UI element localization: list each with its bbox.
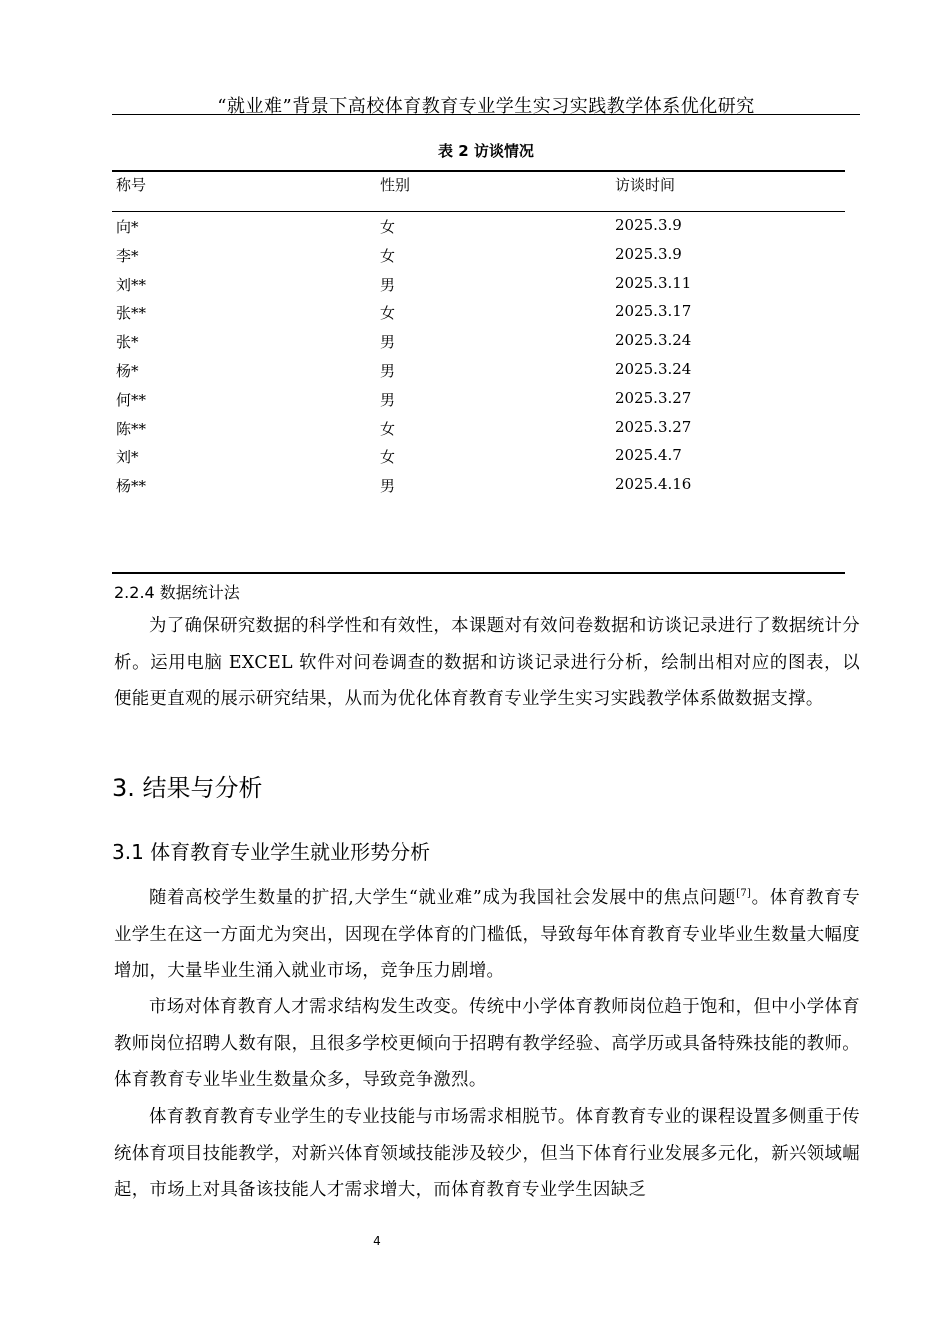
- cell-gender: 女: [380, 419, 396, 438]
- cell-gender: 男: [380, 390, 396, 409]
- running-header: “就业难”背景下高校体育教育专业学生实习实践教学体系优化研究: [217, 96, 755, 117]
- citation-marker: [7]: [736, 888, 752, 900]
- paragraph-data-statistics: 为了确保研究数据的科学性和有效性，本课题对有效问卷数据和访谈记录进行了数据统计分析。运用电脑 EXCEL 软件对问卷调查的数据和访谈记录进行分析，绘制出相对应的图表，以便能更直观的展示研究结果，从而为优化体育教育专业学生实习实践教学体系做数据支撑。: [114, 616, 860, 709]
- cell-gender: 男: [380, 362, 396, 380]
- cell-gender: 女: [380, 218, 396, 236]
- table-bottom-rule: [112, 572, 845, 574]
- paragraph-text: 。体育教育专业学生在这一方面尤为突出，因现在学体育的门槛低，导致每年体育教育专业毕业生数量大幅度增加，大量毕业生涌入就业市场，竞争压力剧增。: [114, 888, 860, 981]
- cell-date: 2025.3.24: [615, 331, 692, 350]
- cell-date: 2025.3.11: [615, 273, 692, 292]
- page-number: 4: [373, 1234, 381, 1248]
- cell-date: 2025.3.17: [615, 302, 692, 321]
- cell-name: 杨*: [116, 362, 139, 380]
- cell-date: 2025.3.9: [615, 244, 682, 263]
- cell-gender: 男: [380, 477, 396, 496]
- cell-name: 张*: [116, 333, 139, 352]
- cell-date: 2025.4.7: [615, 446, 682, 465]
- cell-name: 刘**: [116, 275, 147, 294]
- section-heading-2-2-4: 2.2.4 数据统计法: [114, 583, 240, 602]
- table-header-rule: [112, 211, 845, 212]
- cell-name: 陈**: [116, 419, 147, 438]
- cell-date: 2025.3.24: [615, 360, 692, 378]
- cell-date: 2025.3.27: [615, 417, 692, 436]
- chapter-heading-3: 3. 结果与分析: [112, 774, 263, 802]
- cell-name: 李*: [116, 246, 139, 265]
- cell-gender: 女: [380, 246, 396, 265]
- column-header-gender: 性别: [380, 176, 411, 194]
- paragraph-employment-1: [114, 880, 860, 990]
- cell-date: 2025.3.9: [615, 216, 682, 234]
- cell-name: 张**: [116, 304, 147, 323]
- column-header-name: 称号: [116, 176, 147, 194]
- cell-gender: 女: [380, 304, 396, 323]
- paragraph-text: 随着高校学生数量的扩招,大学生“就业难”成为我国社会发展中的焦点问题: [149, 888, 737, 908]
- cell-date: 2025.3.27: [615, 388, 692, 407]
- cell-name: 刘*: [116, 448, 139, 467]
- table-top-rule: [112, 170, 845, 172]
- table-caption: 表 2 访谈情况: [438, 142, 534, 160]
- cell-gender: 男: [380, 333, 396, 352]
- cell-name: 杨**: [116, 477, 147, 496]
- cell-gender: 男: [380, 275, 396, 294]
- column-header-date: 访谈时间: [615, 176, 676, 194]
- cell-gender: 女: [380, 448, 396, 467]
- cell-date: 2025.4.16: [615, 475, 692, 494]
- header-rule: [112, 114, 860, 115]
- section-heading-3-1: 3.1 体育教育专业学生就业形势分析: [112, 840, 431, 864]
- cell-name: 何**: [116, 390, 147, 409]
- paragraph-employment-3: 体育教育教育专业学生的专业技能与市场需求相脱节。体育教育专业的课程设置多侧重于传统体育项目技能教学，对新兴体育领域技能涉及较少，但当下体育行业发展多元化，新兴领域崛起，市场上对具备该技能人才需求增大，而体育教育专业学生因缺乏: [114, 1107, 860, 1200]
- cell-name: 向*: [116, 218, 139, 236]
- paragraph-employment-2: 市场对体育教育人才需求结构发生改变。传统中小学体育教师岗位趋于饱和，但中小学体育教师岗位招聘人数有限，且很多学校更倾向于招聘有教学经验、高学历或具备特殊技能的教师。体育教育专业毕业生数量众多，导致竞争激烈。: [114, 997, 860, 1090]
